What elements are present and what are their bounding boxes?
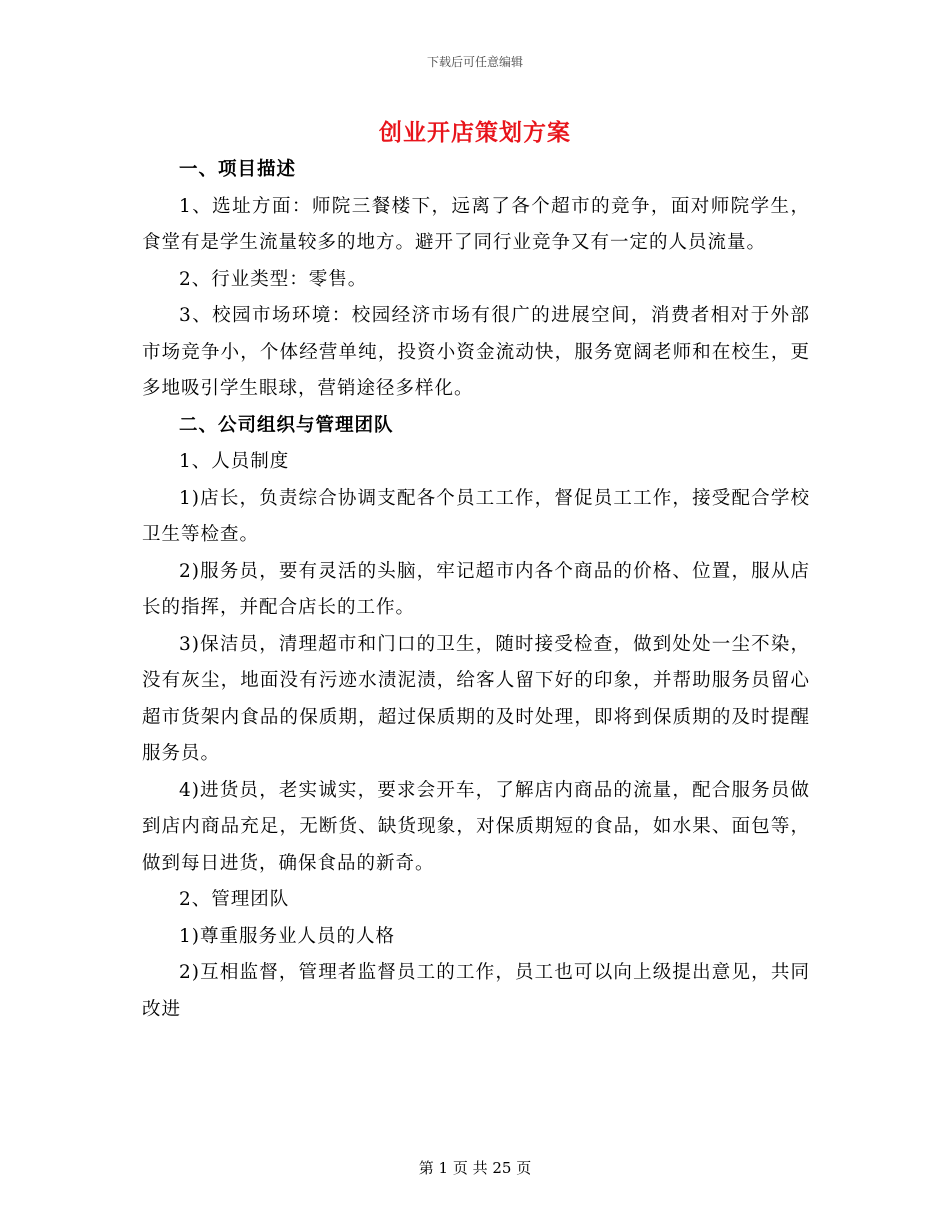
subheading-staff-system: 1、人员制度 — [179, 451, 290, 472]
document-title: 创业开店策划方案 — [379, 119, 571, 146]
document-body — [142, 152, 810, 1028]
paragraph-manager: 1)店长，负责综合协调支配各个员工工作，督促员工工作，接受配合学校卫生等检查。 — [142, 487, 810, 545]
subheading-management-team: 2、管理团队 — [179, 889, 290, 910]
page-footer-number: 第 1 页 共 25 页 — [418, 1159, 532, 1177]
page-header-note: 下载后可任意编辑 — [426, 55, 523, 69]
paragraph-supervision: 2)互相监督，管理者监督员工的工作，员工也可以向上级提出意见，共同改进 — [142, 962, 810, 1020]
section-heading-2: 二、公司组织与管理团队 — [179, 414, 394, 436]
paragraph-location: 1、选址方面：师院三餐楼下，远离了各个超市的竞争，面对师院学生，食堂有是学生流量较多的地方。避开了同行业竞争又有一定的人员流量。 — [142, 195, 810, 253]
paragraph-market: 3、校园市场环境：校园经济市场有很广的进展空间，消费者相对于外部市场竞争小，个体经营单纯，投资小资金流动快，服务宽阔老师和在校生，更多地吸引学生眼球，营销途径多样化。 — [142, 305, 810, 399]
section-heading-1: 一、项目描述 — [179, 159, 297, 180]
paragraph-cleaner: 3)保洁员，清理超市和门口的卫生，随时接受检查，做到处处一尘不染，没有灰尘，地面没有污迹水渍泥渍，给客人留下好的印象，并帮助服务员留心超市货架内食品的保质期，超过保质期的及时处理，即将到保质期的及时提醒服务员。 — [142, 633, 810, 764]
paragraph-server: 2)服务员，要有灵活的头脑，牢记超市内各个商品的价格、位置，服从店长的指挥，并配合店长的工作。 — [142, 560, 810, 618]
paragraph-purchaser: 4)进货员，老实诚实，要求会开车，了解店内商品的流量，配合服务员做到店内商品充足，无断货、缺货现象，对保质期短的食品，如水果、面包等，做到每日进货，确保食品的新奇。 — [142, 779, 810, 874]
paragraph-industry: 2、行业类型：零售。 — [179, 268, 368, 290]
paragraph-respect: 1)尊重服务业人员的人格 — [179, 925, 395, 947]
